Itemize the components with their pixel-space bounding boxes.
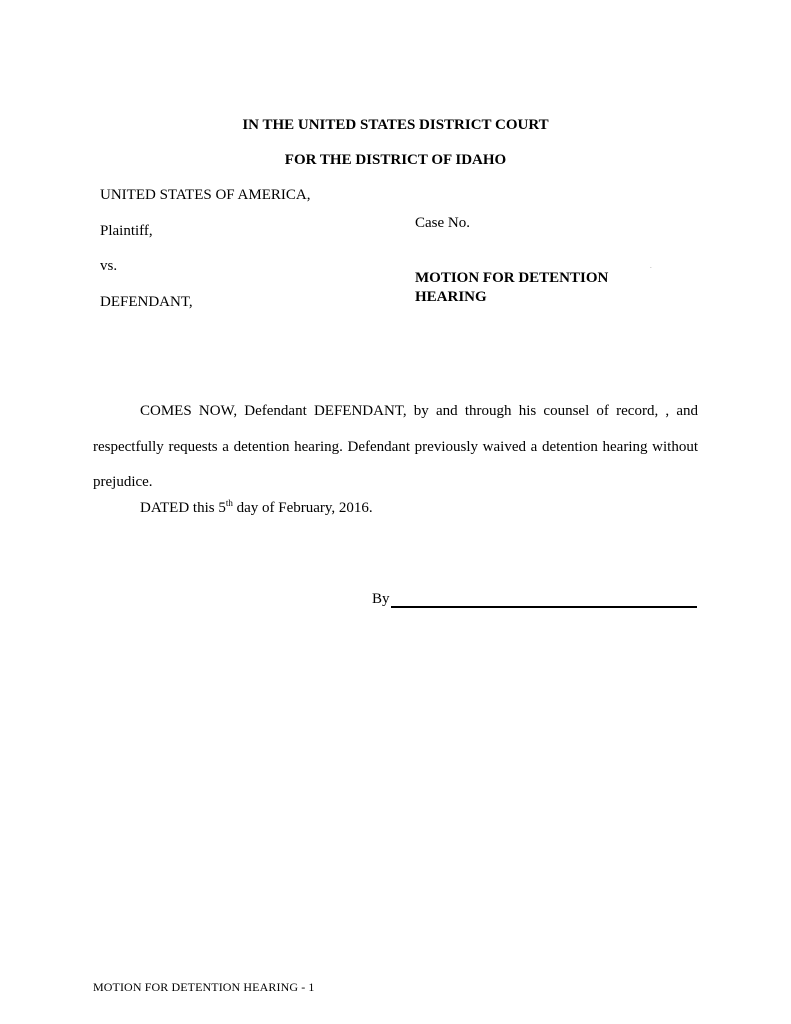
dated-prefix: DATED this 5 [140,500,226,516]
document-title-line-2: HEARING [415,289,487,305]
dated-suffix: day of February, 2016. [232,500,373,516]
plaintiff-role: Plaintiff, [100,223,153,239]
page-footer: MOTION FOR DETENTION HEARING - 1 [93,980,315,994]
stray-mark: . [650,262,652,270]
signature-by-label: By [372,591,390,607]
document-title-line-1: MOTION FOR DETENTION [415,270,609,286]
motion-paragraph: COMES NOW, Defendant DEFENDANT, by and through his counsel of record, , and respectfully requests a detention hearing. Defendant previously waived a detention hearing without prejudice. [93,403,698,490]
case-number-label: Case No. [415,215,470,231]
document-title [415,269,655,307]
dated-ordinal: th [225,498,233,508]
versus-label: vs. [100,258,118,274]
dated-line [140,500,373,517]
plaintiff-name: UNITED STATES OF AMERICA, [100,187,311,203]
defendant-name: DEFENDANT, [100,294,193,310]
signature-block [372,591,697,608]
signature-line [391,592,697,608]
district-title: FOR THE DISTRICT OF IDAHO [284,152,507,168]
court-title: IN THE UNITED STATES DISTRICT COURT [242,117,549,133]
